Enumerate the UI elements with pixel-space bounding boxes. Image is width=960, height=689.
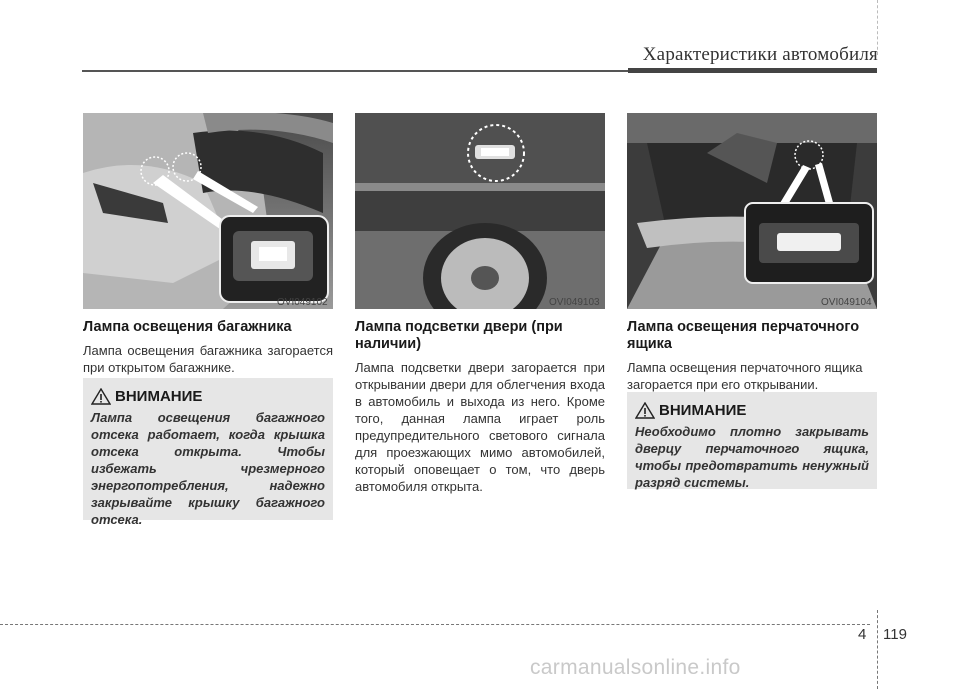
- warning-triangle-icon: [91, 388, 111, 405]
- page-number: 119: [883, 626, 907, 643]
- caution-box: [627, 392, 877, 489]
- caution-text: Необходимо плотно закрывать дверцу перчаточного ящика, чтобы предотвратить ненужный разряд системы.: [635, 424, 869, 490]
- figure-code: OVI049103: [549, 297, 600, 308]
- page-trim-line-top: [877, 0, 878, 55]
- header-rule-accent: [628, 68, 877, 73]
- section-heading: Лампа освещения перчаточного ящика: [627, 319, 860, 352]
- section-body: Лампа подсветки двери загорается при открывании двери для облегчения входа в автомобиль и выхода из него. Кроме того, данная лампа играет роль предупредительного светового сигнала для проезжающих мимо автомобилей, который оповещает о том, что дверь автомобиля открыта.: [355, 360, 605, 494]
- section-trunk-lamp: [83, 319, 333, 376]
- section-door-lamp: [355, 319, 605, 495]
- page-trim-line: [877, 610, 878, 689]
- caution-box: [83, 378, 333, 527]
- watermark: carmanualsonline.info: [530, 656, 741, 679]
- caution-title-row: [91, 388, 325, 405]
- footer-rule: [0, 624, 870, 625]
- glovebox-lamp-figure: [627, 113, 877, 309]
- section-body: Лампа освещения перчаточного ящика загорается при его открывании.: [627, 360, 863, 392]
- trunk-lamp-illustration: [83, 113, 333, 309]
- figure-code: OVI049104: [821, 297, 872, 308]
- section-heading: Лампа подсветки двери (при наличии): [355, 319, 563, 352]
- section-body: Лампа освещения багажника загорается при открытом багажнике.: [83, 343, 333, 375]
- section-heading: Лампа освещения багажника: [83, 319, 292, 335]
- chapter-number: 4: [858, 626, 867, 643]
- caution-title: ВНИМАНИЕ: [115, 388, 203, 405]
- section-glovebox-lamp: [627, 319, 877, 393]
- door-lamp-illustration: [355, 113, 605, 309]
- trunk-lamp-figure: [83, 113, 333, 309]
- warning-triangle-icon: [635, 402, 655, 419]
- figure-code: OVI049102: [277, 297, 328, 308]
- door-lamp-figure: [355, 113, 605, 309]
- caution-title: ВНИМАНИЕ: [659, 402, 747, 419]
- page-header-title: Характеристики автомобиля: [642, 44, 878, 65]
- glovebox-lamp-illustration: [627, 113, 877, 309]
- caution-text: Лампа освещения багажного отсека работает, когда крышка отсека открыта. Чтобы избежать чрезмерного энергопотребления, надежно закрывайте крышку багажного отсека.: [91, 410, 325, 527]
- caution-title-row: [635, 402, 869, 419]
